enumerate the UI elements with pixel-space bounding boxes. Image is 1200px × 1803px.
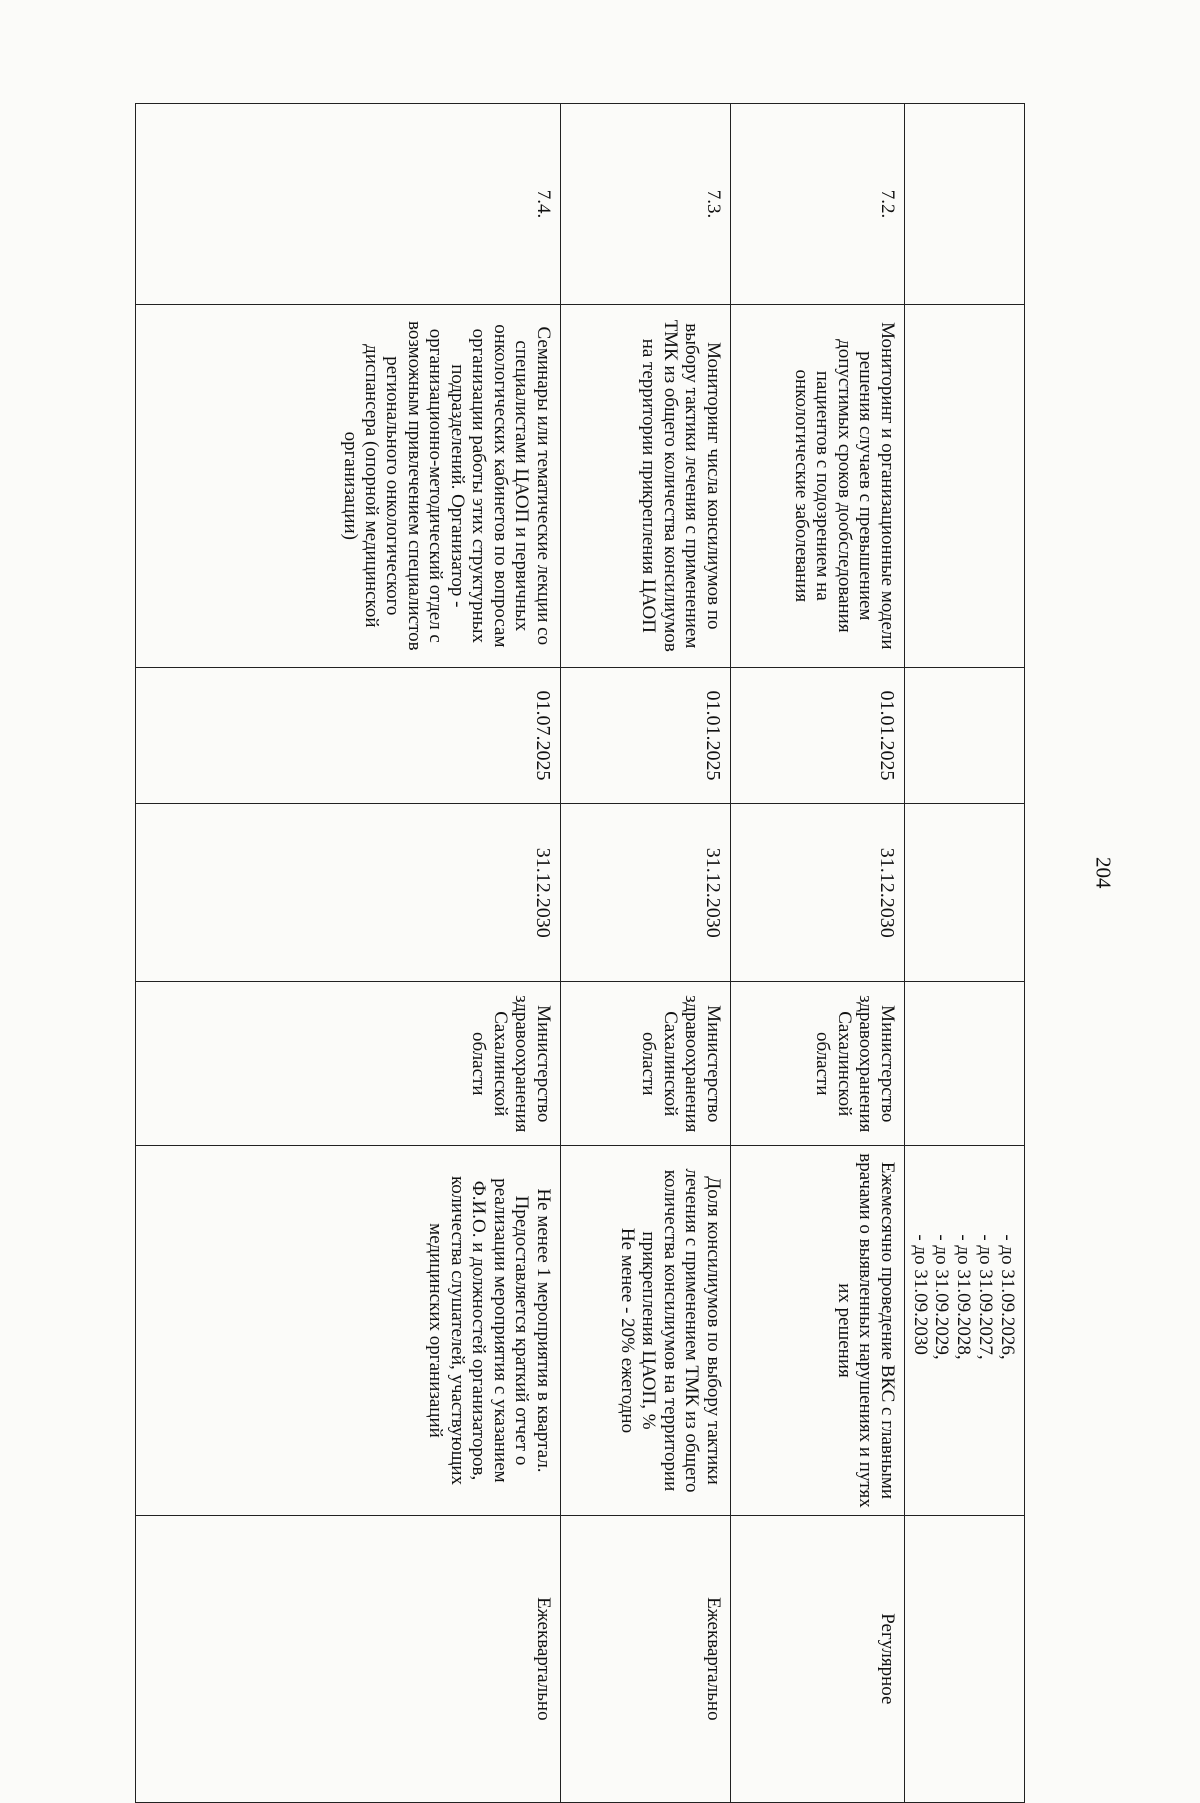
responsible-party: Министерство здравоохранения Сахалинской области [730,982,904,1146]
indicator-target: Не менее - 20% ежегодно [616,1227,638,1434]
indicator-cell [560,1146,730,1515]
cell-prev-empty-7 [904,1515,1024,1802]
responsible-party: Министерство здравоохранения Сахалинской области [136,982,561,1146]
end-date: 31.12.2030 [136,804,561,982]
start-date: 01.01.2025 [730,667,904,804]
indicator: Ежемесячно проведение ВКС с главными врачами о выявленных нарушениях и путях их решения [730,1146,904,1515]
activity-name: Мониторинг числа консилиумов по выбору тактики лечения с применением ТМК из общего количества консилиумов на территории прикрепления ЦАОП [560,305,730,668]
table-row [560,104,730,1803]
deadline-item: - до 31.09.2027, [975,1234,997,1360]
end-date: 31.12.2030 [560,804,730,982]
deadline-list [909,1152,1018,1508]
page-number: 204 [1091,857,1116,889]
table-row [730,104,904,1803]
table-row [136,104,561,1803]
indicator: Доля консилиумов по выбору тактики лечения с применением ТМК из общего количества консилиумов на территории прикрепления ЦАОП, % [638,1168,724,1493]
cell-prev-empty-5 [904,982,1024,1146]
row-number: 7.3. [560,104,730,305]
activity-plan-table [135,103,1025,1803]
deadline-item: - до 31.09.2030 [909,1234,931,1355]
cell-prev-empty-1 [904,104,1024,305]
cell-prev-empty-3 [904,667,1024,804]
deadline-item: - до 31.09.2026, [997,1234,1018,1360]
frequency: Ежеквартально [136,1515,561,1802]
cell-prev-empty-2 [904,305,1024,668]
row-number: 7.4. [136,104,561,305]
deadline-item: - до 31.09.2028, [953,1234,975,1360]
indicator-report: Предоставляется краткий отчет о реализации мероприятия с указанием Ф.И.О. и должностей организаторов, количества слушателей, участвующих медицинских организаций [425,1175,533,1486]
start-date: 01.07.2025 [136,667,561,804]
cell-prev-empty-4 [904,804,1024,982]
indicator-cell [136,1146,561,1515]
frequency: Регулярное [730,1515,904,1802]
frequency: Ежеквартально [560,1515,730,1802]
cell-prev-deadlines [904,1146,1024,1515]
deadline-item: - до 31.09.2029, [931,1234,953,1360]
start-date: 01.01.2025 [560,667,730,804]
responsible-party: Министерство здравоохранения Сахалинской области [560,982,730,1146]
row-number: 7.2. [730,104,904,305]
activity-name: Семинары или тематические лекции со специалистами ЦАОП и первичных онкологических кабинетов по вопросам организации работы этих структурных подразделений. Организатор - организационно-методический отдел с возможным привлечением специалистов регионального онкологического диспансера (опорной медицинской организации) [136,305,561,668]
activity-name: Мониторинг и организационные модели решения случаев с превышением допустимых сроков дообследования пациентов с подозрением на онкологические заболевания [730,305,904,668]
rotated-table-wrapper [135,103,1025,1803]
table-row-continuation [904,104,1024,1803]
end-date: 31.12.2030 [730,804,904,982]
indicator: Не менее 1 мероприятия в квартал. [532,1188,554,1473]
